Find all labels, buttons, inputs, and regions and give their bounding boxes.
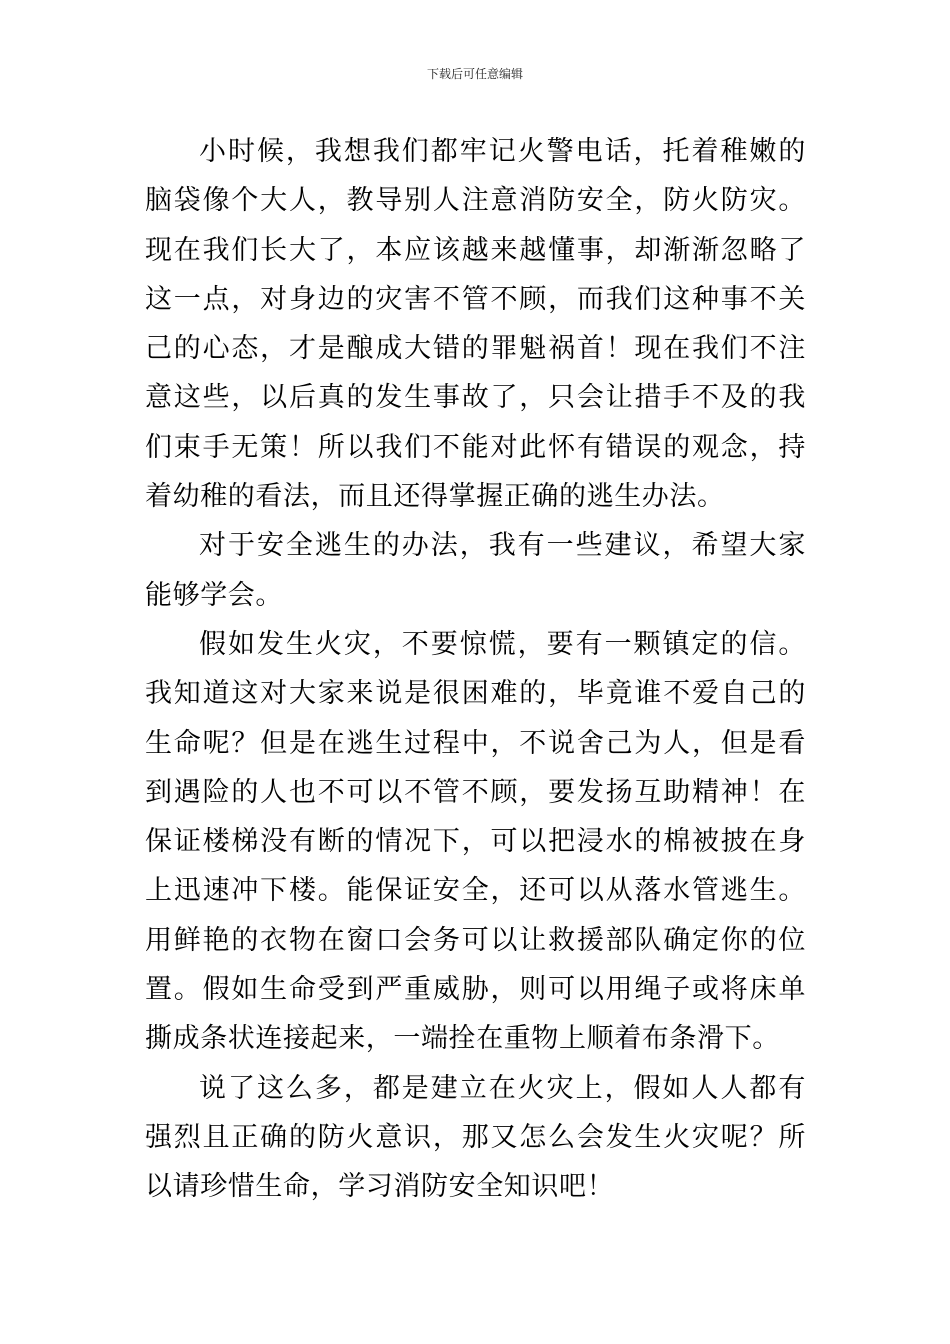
paragraph-4: 说了这么多，都是建立在火灾上，假如人人都有强烈且正确的防火意识，那又怎么会发生火灾呢？所以请珍惜生命，学习消防安全知识吧！	[145, 1072, 806, 1203]
document-body	[145, 127, 806, 1212]
paragraph-1: 小时候，我想我们都牢记火警电话，托着稚嫩的脑袋像个大人，教导别人注意消防安全，防火防灾。现在我们长大了，本应该越来越懂事，却渐渐忽略了这一点，对身边的灾害不管不顾，而我们这种事不关己的心态，才是酿成大错的罪魁祸首！现在我们不注意这些，以后真的发生事故了，只会让措手不及的我们束手无策！所以我们不能对此怀有错误的观念，持着幼稚的看法，而且还得掌握正确的逃生办法。	[145, 136, 806, 513]
paragraph-2: 对于安全逃生的办法，我有一些建议，希望大家能够学会。	[145, 530, 806, 611]
page-header: 下载后可任意编辑	[426, 67, 523, 81]
paragraph-3: 假如发生火灾，不要惊慌，要有一颗镇定的信。我知道这对大家来说是很困难的，毕竟谁不爱自己的生命呢？但是在逃生过程中，不说舍己为人，但是看到遇险的人也不可以不管不顾，要发扬互助精神！在保证楼梯没有断的情况下，可以把浸水的棉被披在身上迅速冲下楼。能保证安全，还可以从落水管逃生。用鲜艳的衣物在窗口会务可以让救援部队确定你的位置。假如生命受到严重威胁，则可以用绳子或将床单撕成条状连接起来，一端拴在重物上顺着布条滑下。	[145, 628, 806, 1055]
